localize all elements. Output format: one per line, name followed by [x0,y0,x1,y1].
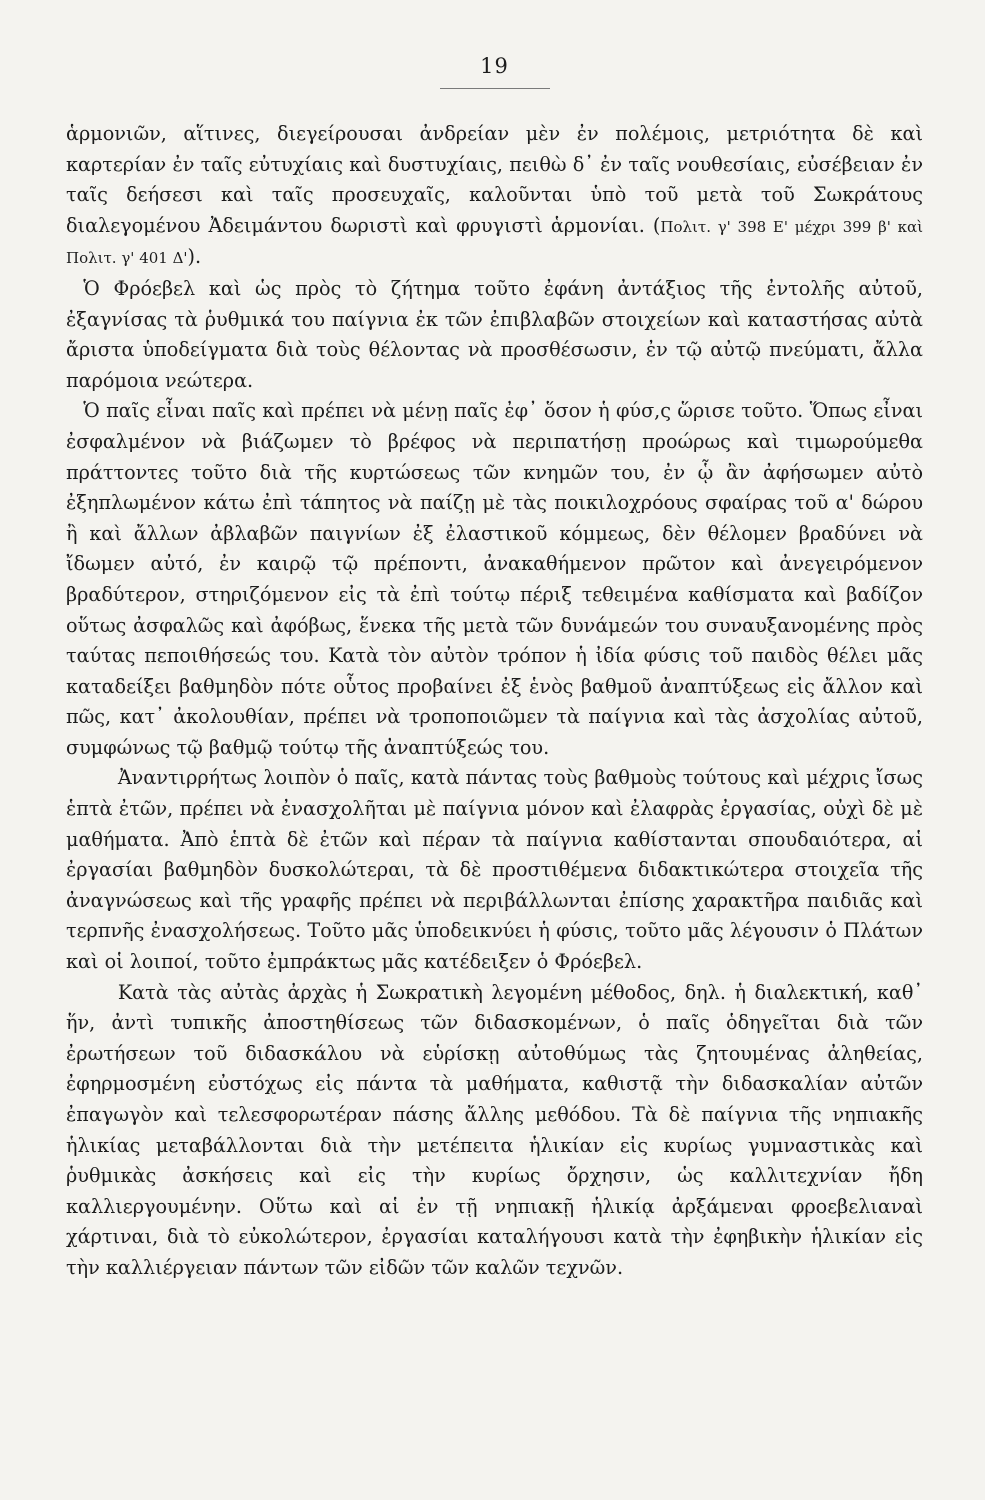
paragraph: Ὁ παῖς εἶναι παῖς καὶ πρέπει νὰ μένῃ παῖς ἐφ᾽ ὅσον ἡ φύσ,ς ὥρισε τοῦτο. Ὅπως εἶναι ἐσφαλμένον νὰ βιάζωμεν τὸ βρέφος νὰ περιπατήσῃ προώρως καὶ τιμωρούμεθα πράττοντες τοῦτο διὰ τῆς κυρτώσεως τῶν κνημῶν του, ἐν ᾧ ἂν ἀφήσωμεν αὐτὸ ἐξηπλωμένον κάτω ἐπὶ τάπητος νὰ παίζῃ μὲ τὰς ποικιλοχρόους σφαίρας τοῦ α' δώρου ἢ καὶ ἄλλων ἀβλαβῶν παιγνίων ἐξ ἐλαστικοῦ κόμμεως, δὲν θέλομεν βραδύνει νὰ ἴδωμεν αὐτό, ἐν καιρῷ τῷ πρέποντι, ἀνακαθήμενον πρῶτον καὶ ἀνεγειρόμενον βραδύτερον, στηριζόμενον εἰς τὰ ἐπὶ τούτῳ πέριξ τεθειμένα καθίσματα καὶ βαδίζον οὕτως ἀσφαλῶς καὶ ἀφόβως, ἕνεκα τῆς μετὰ τῶν δυνάμεών του συναυξανομένης πρὸς ταύτας πεποιθήσεώς του. Κατὰ τὸν αὐτὸν τρόπον ἡ ἰδία φύσις τοῦ παιδὸς θέλει μᾶς καταδείξει βαθμηδὸν πότε οὗτος προβαίνει ἐξ ἑνὸς βαθμοῦ ἀναπτύξεως εἰς ἄλλον καὶ πῶς, κατ᾽ ἀκολουθίαν, πρέπει νὰ τροποποιῶμεν τὰ παίγνια καὶ τὰς ἀσχολίας αὐτοῦ, συμφώνως τῷ βαθμῷ τούτῳ τῆς ἀναπτύξεώς του. [66,399,923,759]
paragraph: Ὁ Φρόεβελ καὶ ὡς πρὸς τὸ ζήτημα τοῦτο ἐφάνη ἀντάξιος τῆς ἐντολῆς αὐτοῦ, ἐξαγνίσας τὰ ῥυθμικά του παίγνια ἐκ τῶν ἐπιβλαβῶν στοιχείων καὶ καταστήσας αὐτὰ ἄριστα ὑποδείγματα διὰ τοὺς θέλοντας νὰ προσθέσωσιν, ἐν τῷ αὐτῷ πνεύματι, ἄλλα παρόμοια νεώτερα. [66,276,923,392]
paragraph: Κατὰ τὰς αὐτὰς ἀρχὰς ἡ Σωκρατικὴ λεγομένη μέθοδος, δηλ. ἡ διαλεκτική, καθ᾽ ἥν, ἀντὶ τυπικῆς ἀποστηθίσεως τῶν διδασκομένων, ὁ παῖς ὁδηγεῖται διὰ τῶν ἐρωτήσεων τοῦ διδασκάλου νὰ εὑρίσκῃ αὐτοθύμως τὰς ζητουμένας ἀληθείας, ἐφηρμοσμένη εὐστόχως εἰς πάντα τὰ μαθήματα, καθιστᾷ τὴν διδασκαλίαν αὐτῶν ἐπαγωγὸν καὶ τελεσφορωτέραν πάσης ἄλλης μεθόδου. Τὰ δὲ παίγνια τῆς νηπιακῆς ἡλικίας μεταβάλλονται διὰ τὴν μετέπειτα ἡλικίαν εἰς κυρίως γυμναστικὰς καὶ ῥυθμικὰς ἀσκήσεις καὶ εἰς τὴν κυρίως ὄρχησιν, ὡς καλλιτεχνίαν ἤδη καλλιεργουμένην. Οὕτω καὶ αἱ ἐν τῇ νηπιακῇ ἡλικίᾳ ἀρξάμεναι φροεβελιαναὶ χάρτιναι, διὰ τὸ εὐκολώτερον, ἐργασίαι καταλήγουσι κατὰ τὴν ἐφηβικὴν ἡλικίαν εἰς τὴν καλλιέργειαν πάντων τῶν εἰδῶν τῶν καλῶν τεχνῶν. [66,980,923,1279]
paragraph-text: ἁρμονιῶν, αἵτινες, διεγείρουσαι ἀνδρείαν μὲν ἐν πολέμοις, μετριότητα δὲ καὶ καρτερίαν ἐν ταῖς εὐτυχίαις καὶ δυστυχίαις, πειθὼ δ᾽ ἐν ταῖς νουθεσίαις, εὐσέβειαν ἐν ταῖς δεήσεσι καὶ ταῖς προσευχαῖς, καλοῦνται ὑπὸ τοῦ μετὰ τοῦ Σωκράτους διαλεγομένου Ἀδειμάντου δωριστὶ καὶ φρυγιστὶ ἁρμονίαι. ( [66,122,923,237]
header-rule [440,88,550,89]
paragraph: Ἀναντιρρήτως λοιπὸν ὁ παῖς, κατὰ πάντας τοὺς βαθμοὺς τούτους καὶ μέχρις ἴσως ἑπτὰ ἐτῶν, πρέπει νὰ ἐνασχολῆται μὲ παίγνια μόνον καὶ ἐλαφρὰς ἐργασίας, οὐχὶ δὲ μὲ μαθήματα. Ἀπὸ ἑπτὰ δὲ ἐτῶν καὶ πέραν τὰ παίγνια καθίστανται σπουδαιότερα, αἱ ἐργασίαι βαθμηδὸν δυσκολώτεραι, τὰ δὲ προστιθέμενα διδακτικώτερα στοιχεῖα τῆς ἀναγνώσεως καὶ τῆς γραφῆς πρέπει νὰ περιβάλλωνται ἐπίσης χαρακτῆρα παιδιᾶς καὶ τερπνῆς ἐνασχολήσεως. Τοῦτο μᾶς ὑποδεικνύει ἡ φύσις, τοῦτο μᾶς λέγουσιν ὁ Πλάτων καὶ οἱ λοιποί, τοῦτο ἐμπράκτως μᾶς κατέδειξεν ὁ Φρόεβελ. [66,766,923,974]
paragraph [66,119,923,274]
body-text [66,119,923,1284]
citation: Πολιτ. γ' 398 Ε' μέχρι 399 β' καὶ Πολιτ. γ' 401 Δ' [66,217,923,268]
citation-close: ). [187,245,202,269]
page-number: 19 [480,54,509,78]
